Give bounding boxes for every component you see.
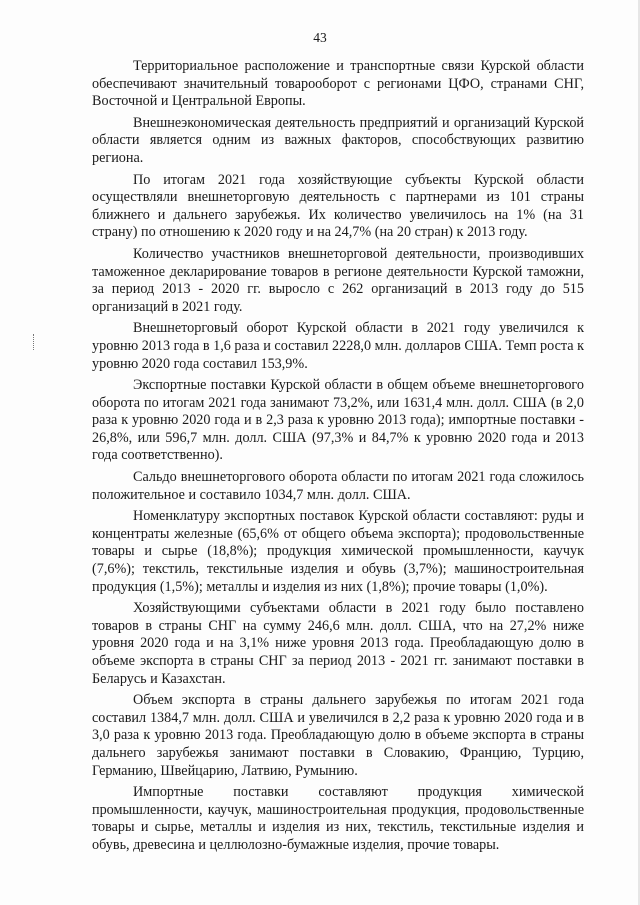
paragraph-imports: Импортные поставки составляют продукция химической промышленности, каучук, машиностроительная продукция, продовольственные товары и сырье, металлы и изделия из них, текстиль, текстильные изделия и обувь, древесина и целлюлозно-бумажные изделия, прочие товары. — [92, 784, 584, 853]
paragraph-trade-turnover: Внешнеторговый оборот Курской области в 2021 году увеличился к уровню 2013 года в 1,6 раза и составил 2228,0 млн. долларов США. Темп роста к уровню 2020 года составил 153,9%. — [92, 320, 584, 372]
paragraph-partner-countries: По итогам 2021 года хозяйствующие субъекты Курской области осуществляли внешнеторговую деятельность с партнерами из 101 страны ближнего и дальнего зарубежья. Их количество увеличилось на 1% (на 31 страну) по отношению к 2020 году и на 24,7% (на 20 стран) к 2013 году. — [92, 171, 584, 241]
paragraph-participants-count: Количество участников внешнеторговой деятельности, производивших таможенное декларирование товаров в регионе деятельности Курской таможни, за период 2013 - 2020 гг. выросло с 262 организаций в 2013 году до 515 организаций в 2021 году. — [92, 245, 584, 315]
page-number: 43 — [313, 30, 327, 45]
paragraph-regional-position: Территориальное расположение и транспортные связи Курской области обеспечивают значительный товарооборот с регионами ЦФО, странами СНГ, Восточной и Центральной Европы. — [92, 58, 584, 110]
paragraph-far-abroad-exports: Объем экспорта в страны дальнего зарубежья по итогам 2021 года составил 1384,7 млн. долл. США и увеличился в 2,2 раза к уровню 2020 года и в 3,0 раза к уровню 2013 года. Преобладающую долю в объеме экспорта в страны дальнего зарубежья занимают поставки в Словакию, Францию, Турцию, Германию, Швейцарию, Латвию, Румынию. — [92, 692, 584, 779]
margin-scan-mark — [33, 334, 36, 350]
paragraph-foreign-economic-activity: Внешнеэкономическая деятельность предприятий и организаций Курской области является одним из важных факторов, способствующих развитию региона. — [92, 114, 584, 166]
document-body — [92, 58, 584, 859]
paragraph-export-nomenclature: Номенклатуру экспортных поставок Курской области составляют: руды и концентраты железные (65,6% от общего объема экспорта); продовольственные товары и сырье (18,8%); продукция химической промышленности, каучук (7,6%); текстиль, текстильные изделия и обувь (3,7%); машиностроительная продукция (1,5%); металлы и изделия из них (1,8%); прочие товары (1,0%). — [92, 508, 584, 595]
paragraph-cis-exports: Хозяйствующими субъектами области в 2021 году было поставлено товаров в страны СНГ на сумму 246,6 млн. долл. США, что на 27,2% ниже уровня 2020 года и на 3,1% ниже уровня 2013 года. Преобладающую долю в объеме экспорта в страны СНГ за период 2013 - 2021 гг. занимают поставки в Беларусь и Казахстан. — [92, 600, 584, 687]
paragraph-export-share: Экспортные поставки Курской области в общем объеме внешнеторгового оборота по итогам 2021 года занимают 73,2%, или 1631,4 млн. долл. США (в 2,0 раза к уровню 2020 года и в 2,3 раза к уровню 2013 года); импортные поставки - 26,8%, или 596,7 млн. долл. США (97,3% и 84,7% к уровню 2020 года и 2013 года соответственно). — [92, 377, 584, 464]
paragraph-trade-balance: Сальдо внешнеторгового оборота области по итогам 2021 года сложилось положительное и составило 1034,7 млн. долл. США. — [92, 469, 584, 503]
